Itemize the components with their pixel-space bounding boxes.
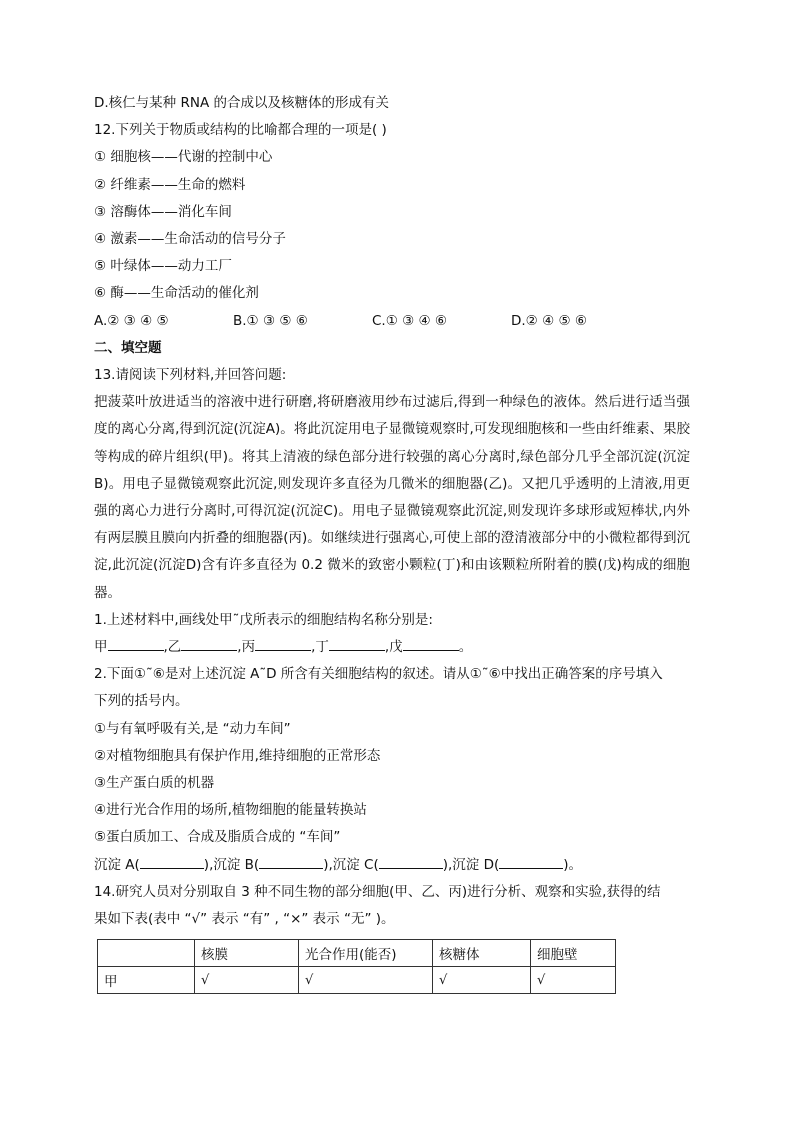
label-end: 。 [458,639,473,656]
blank-precip-d[interactable] [499,854,563,869]
table-row [98,967,616,994]
q13-blanks-row [94,634,694,661]
table-cell: 甲 [98,967,195,994]
q13-stem: 13.请阅读下列材料,并回答问题: [94,367,287,384]
q12-options [94,308,694,335]
precip-d-label: ),沉淀 D( [442,856,500,873]
q12-item: ⑥ 酶——生命活动的催化剂 [94,285,259,302]
q12-option-c: C.① ③ ④ ⑥ [372,312,448,329]
label-bing: ,丙 [237,639,256,656]
label-wu: ,戊 [384,639,403,656]
blank-wu[interactable] [403,636,459,651]
q13-statement: ③生产蛋白质的机器 [94,775,215,792]
label-yi: ,乙 [163,639,182,656]
blank-bing[interactable] [255,636,311,651]
blank-ding[interactable] [329,636,385,651]
q13-sub1: 1.上述材料中,画线处甲˜戊所表示的细胞结构名称分别是: [94,611,433,628]
table-header-cell: 核膜 [195,940,299,967]
q12-option-a: A.② ③ ④ ⑤ [94,312,169,329]
q13-material: 把菠菜叶放进适当的溶液中进行研磨,将研磨液用纱布过滤后,得到一种绿色的液体。然后进行适当强度的离心分离,得到沉淀(沉淀A)。将此沉淀用电子显微镜观察时,可发现细胞核和一些由纤维素、果胶等构成的碎片组织(甲)。将其上清液的绿色部分进行较强的离心分离时,绿色部分几乎全部沉淀(沉淀B)。用电子显微镜观察此沉淀,则发现许多直径为几微米的细胞器(乙)。又把几乎透明的上清液,用更强的离心力进行分离时,可得沉淀(沉淀C)。用电子显微镜观察此沉淀,则发现许多球形或短棒状,内外有两层膜且膜向内折叠的细胞器(丙)。如继续进行强离心,可使上部的澄清液部分中的小微粒都得到沉淀,此沉淀(沉淀D)含有许多直径为 0.2 微米的致密小颗粒(丁)和由该颗粒所附着的膜(戊)构成的细胞器。 [94,394,690,601]
blank-precip-a[interactable] [140,854,204,869]
document-content [94,90,694,994]
table-cell: √ [531,967,616,994]
section-title: 二、填空题 [94,339,162,356]
table-header-cell [98,940,195,967]
blank-yi[interactable] [181,636,237,651]
precip-a-label: 沉淀 A( [94,856,140,873]
q13-statement: ⑤蛋白质加工、合成及脂质合成的 “车间” [94,829,341,846]
table-header-cell: 细胞壁 [531,940,616,967]
q13-statement: ②对植物细胞具有保护作用,维持细胞的正常形态 [94,747,381,764]
precip-close: )。 [563,856,583,873]
q14-stem-cont: 果如下表(表中 “√” 表示 “有” , “×” 表示 “无” )。 [94,911,395,928]
q13-statement: ④进行光合作用的场所,植物细胞的能量转换站 [94,802,367,819]
q14-stem: 14.研究人员对分别取自 3 种不同生物的部分细胞(甲、乙、丙)进行分析、观察和实验,获得的结 [94,883,661,900]
label-jia: 甲 [94,639,108,656]
table-cell: √ [433,967,531,994]
table-header-cell: 核糖体 [433,940,531,967]
q12-option-b: B.① ③ ⑤ ⑥ [233,312,308,329]
q12-item: ⑤ 叶绿体——动力工厂 [94,258,232,275]
precip-b-label: ),沉淀 B( [203,856,260,873]
q13-sub2: 2.下面①˜⑥是对上述沉淀 A˜D 所含有关细胞结构的叙述。请从①˜⑥中找出正确答案的序号填入 [94,666,663,683]
q12-item: ④ 激素——生命活动的信号分子 [94,231,286,248]
q12-item: ③ 溶酶体——消化车间 [94,203,232,220]
precip-c-label: ),沉淀 C( [323,856,379,873]
q12-option-d: D.② ④ ⑤ ⑥ [511,312,587,329]
table-cell: √ [195,967,299,994]
blank-precip-c[interactable] [379,854,443,869]
q13-statement: ①与有氧呼吸有关,是 “动力车间” [94,720,291,737]
table-cell: √ [299,967,433,994]
q12-stem: 12.下列关于物质或结构的比喻都合理的一项是( ) [94,122,387,139]
q13-precip-row [94,852,694,879]
blank-precip-b[interactable] [259,854,323,869]
blank-jia[interactable] [108,636,164,651]
table-header-row [98,940,616,967]
q12-item: ② 纤维素——生命的燃料 [94,176,246,193]
q14-table [97,939,616,994]
table-header-cell: 光合作用(能否) [299,940,433,967]
q13-sub2-cont: 下列的括号内。 [94,693,189,710]
q12-item: ① 细胞核——代谢的控制中心 [94,149,273,166]
q11-option-d: D.核仁与某种 RNA 的合成以及核糖体的形成有关 [94,95,389,111]
label-ding: ,丁 [311,639,329,656]
